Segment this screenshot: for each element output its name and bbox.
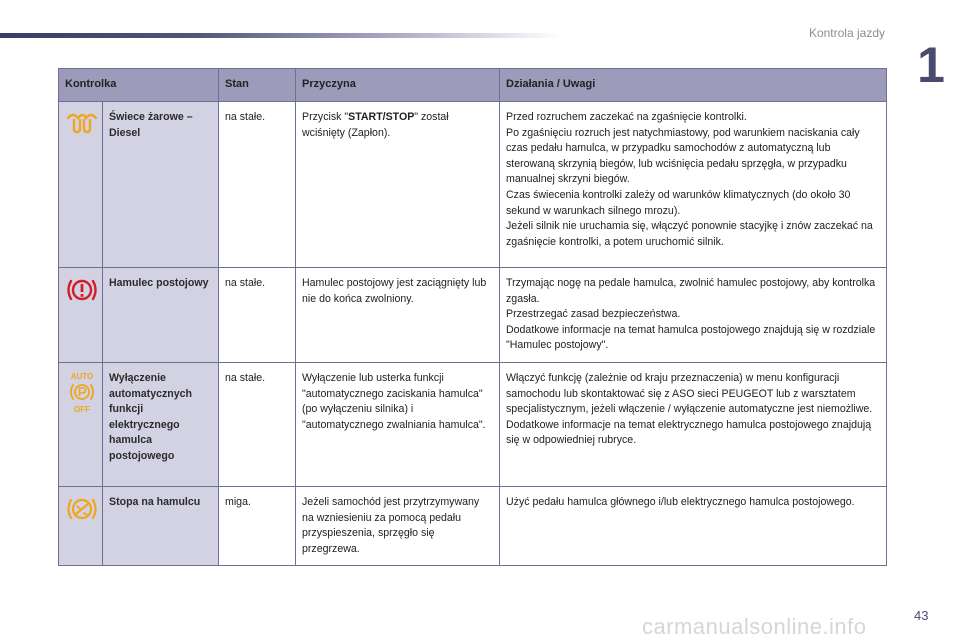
indicator-actions: Włączyć funkcję (zależnie od kraju przeznaczenia) w menu konfiguracji samochodu lub skontaktować się z ASO sieci PEUGEOT lub z warsztatem specjalistycznym, jeżeli włączenie / wyłączenie automatyczne jest niemożliwe. Dodatkowe informacje na temat elektrycznego hamulca postojowego znajdują się w odpowiedniej rubryce.	[500, 362, 887, 486]
watermark: carmanualsonline.info	[642, 614, 867, 639]
indicator-state: na stałe.	[219, 268, 296, 363]
indicator-state: miga.	[219, 486, 296, 565]
indicator-name: Hamulec postojowy	[103, 268, 219, 363]
indicator-actions: Przed rozruchem zaczekać na zgaśnięcie kontrolki. Po zgaśnięciu rozruch jest natychmiastowy, pod warunkiem naciskania cały czas pedału hamulca, w przypadku samochodów z automatyczną lub sterowaną skrzynią biegów, lub wciśnięcia pedału sprzęgła, w przypadku manualnej skrzyni biegów. Czas świecenia kontrolki zależy od warunków klimatycznych (do około 30 sekund w warunkach silnego mrozu). Jeżeli silnik nie uruchamia się, włączyć ponownie stacyjkę i znów zaczekać na zgaśnięcie kontrolki, a potem uruchomić silnik.	[500, 102, 887, 268]
indicator-name: Stopa na hamulcu	[103, 486, 219, 565]
svg-text:OFF: OFF	[74, 404, 90, 414]
indicator-state: na stałe.	[219, 362, 296, 486]
indicator-name: Wyłączenie automatycznych funkcji elektrycznego hamulca postojowego	[103, 362, 219, 486]
section-title: Kontrola jazdy	[808, 26, 885, 40]
table-row	[59, 486, 887, 565]
table-row	[59, 102, 887, 268]
parking-brake-icon	[65, 276, 96, 304]
table-header-row	[59, 69, 887, 102]
table-row	[59, 268, 887, 363]
table-row	[59, 362, 887, 486]
indicator-state: na stałe.	[219, 102, 296, 268]
column-header-actions: Działania / Uwagi	[500, 69, 887, 102]
header-accent-bar	[0, 33, 560, 38]
indicator-table	[58, 68, 887, 566]
indicator-actions: Trzymając nogę na pedale hamulca, zwolnić hamulec postojowy, aby kontrolka zgasła. Przestrzegać zasad bezpieczeństwa. Dodatkowe informacje na temat hamulca postojowego znajdują się w rozdziale "Hamulec postojowy".	[500, 268, 887, 363]
column-header-cause: Przyczyna	[296, 69, 500, 102]
auto-parking-brake-off-icon	[65, 371, 96, 415]
indicator-cause: Wyłączenie lub usterka funkcji "automatycznego zaciskania hamulca" (po wyłączeniu silnika) i "automatycznego zwalniania hamulca".	[296, 362, 500, 486]
chapter-number: 1	[917, 37, 945, 93]
glow-plug-icon	[65, 110, 96, 134]
page-number: 43	[914, 608, 929, 623]
indicator-name: Świece żarowe – Diesel	[103, 102, 219, 268]
indicator-cause: Jeżeli samochód jest przytrzymywany na wzniesieniu za pomocą pedału przyspieszenia, sprzęgło się przegrzewa.	[296, 486, 500, 565]
indicator-actions: Użyć pedału hamulca głównego i/lub elektrycznego hamulca postojowego.	[500, 486, 887, 565]
indicator-cause: Przycisk "START/STOP" został wciśnięty (Zapłon).	[296, 102, 500, 268]
brake-hold-icon	[65, 495, 96, 523]
column-header-state: Stan	[219, 69, 296, 102]
column-header-indicator: Kontrolka	[59, 69, 219, 102]
indicator-cause: Hamulec postojowy jest zaciągnięty lub nie do końca zwolniony.	[296, 268, 500, 363]
svg-text:AUTO: AUTO	[70, 371, 94, 381]
